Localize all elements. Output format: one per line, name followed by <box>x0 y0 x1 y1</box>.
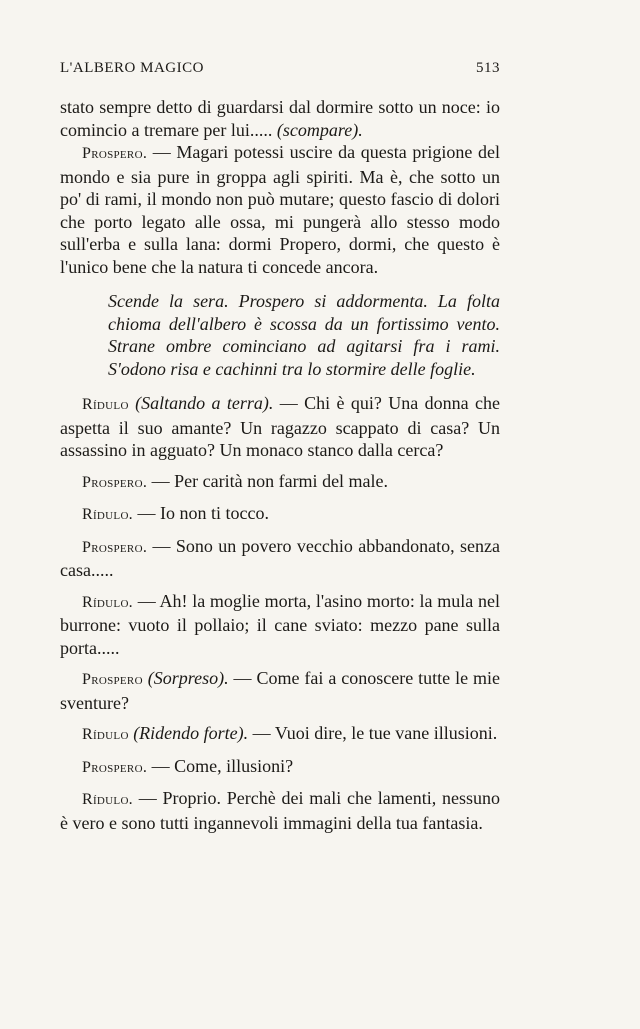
speaker-name: Prospero. <box>82 538 148 556</box>
dialogue-text: — Proprio. Perchè dei mali che lamenti, nessuno è vero e sono tutti ingannevoli immagini della tua fantasia. <box>60 788 500 833</box>
speaker-name: Rídulo. <box>82 791 133 808</box>
speaker-name: Rídulo. <box>82 593 133 611</box>
dialogue-ridulo <box>60 722 500 747</box>
inline-stage-direction: (Saltando a terra). <box>128 393 274 413</box>
dialogue-text: — Io non ti tocco. <box>133 503 269 523</box>
dialogue-text: — Chi è qui? Una donna che aspetta il suo amante? Un ragazzo scappato di casa? Un assassino in agguato? Un monaco stanco dalla cerca? <box>60 393 500 460</box>
speaker-name: Rídulo <box>82 726 129 743</box>
speaker-name: Rídulo <box>82 396 129 413</box>
inline-stage-direction: (Sorpreso). <box>142 668 229 688</box>
dialogue-prospero <box>60 535 500 582</box>
dialogue-text: — Vuoi dire, le tue vane illusioni. <box>248 723 498 743</box>
dialogue-ridulo <box>60 502 500 527</box>
speaker-name: Prospero. <box>82 473 148 491</box>
running-title: L'ALBERO MAGICO <box>60 60 204 76</box>
dialogue-text: — Come, illusioni? <box>147 755 294 776</box>
dialogue-ridulo <box>60 590 500 660</box>
dialogue-prospero <box>60 141 500 278</box>
dialogue-text: — Per carità non farmi del male. <box>147 470 389 491</box>
inline-stage-direction: (scompare). <box>276 119 363 140</box>
stage-direction: Scende la sera. Prospero si addormenta. La folta chioma dell'albero è scossa da un fortissimo vento. Strane ombre cominciano ad agitarsi fra i rami. S'odono risa e cachinni tra lo stormire delle foglie. <box>108 291 500 379</box>
dialogue-prospero <box>60 755 500 780</box>
paragraph-continuation <box>60 96 500 141</box>
dialogue-text: — Ah! la moglie morta, l'asino morto: la mula nel burrone: vuoto il pollaio; il cane sviato: mezzo pane sulla porta..... <box>60 590 500 658</box>
running-head <box>60 60 500 77</box>
dialogue-text: — Come fai a conoscere tutte le mie sventure? <box>60 668 500 713</box>
paragraph-text: stato sempre detto di guardarsi dal dormire sotto un noce: io comincio a tremare per lui..... <box>60 97 500 140</box>
speaker-name: Prospero. <box>82 145 148 162</box>
page-body <box>60 96 500 842</box>
dialogue-ridulo <box>60 392 500 462</box>
dialogue-ridulo <box>60 787 500 834</box>
page-number: 513 <box>476 60 500 76</box>
dialogue-text: — Magari potessi uscire da questa prigione del mondo e sia pure in groppa agli spiriti. Ma è, che sotto un po' di rami, il mondo non può mutare; questo fascio di dolori che porto legato alle ossa, mi pungerà allo stesso modo sull'erba e sulla lana: dormi Propero, dormi, che questo è l'unico bene che la natura ti concede ancora. <box>60 142 500 277</box>
dialogue-prospero <box>60 667 500 714</box>
dialogue-prospero <box>60 470 500 495</box>
inline-stage-direction: (Ridendo forte). <box>128 723 249 743</box>
speaker-name: Prospero. <box>82 758 148 776</box>
speaker-name: Rídulo. <box>82 506 133 523</box>
speaker-name: Prospero <box>82 671 143 688</box>
dialogue-text: — Sono un povero vecchio abbandonato, senza casa..... <box>60 535 500 580</box>
